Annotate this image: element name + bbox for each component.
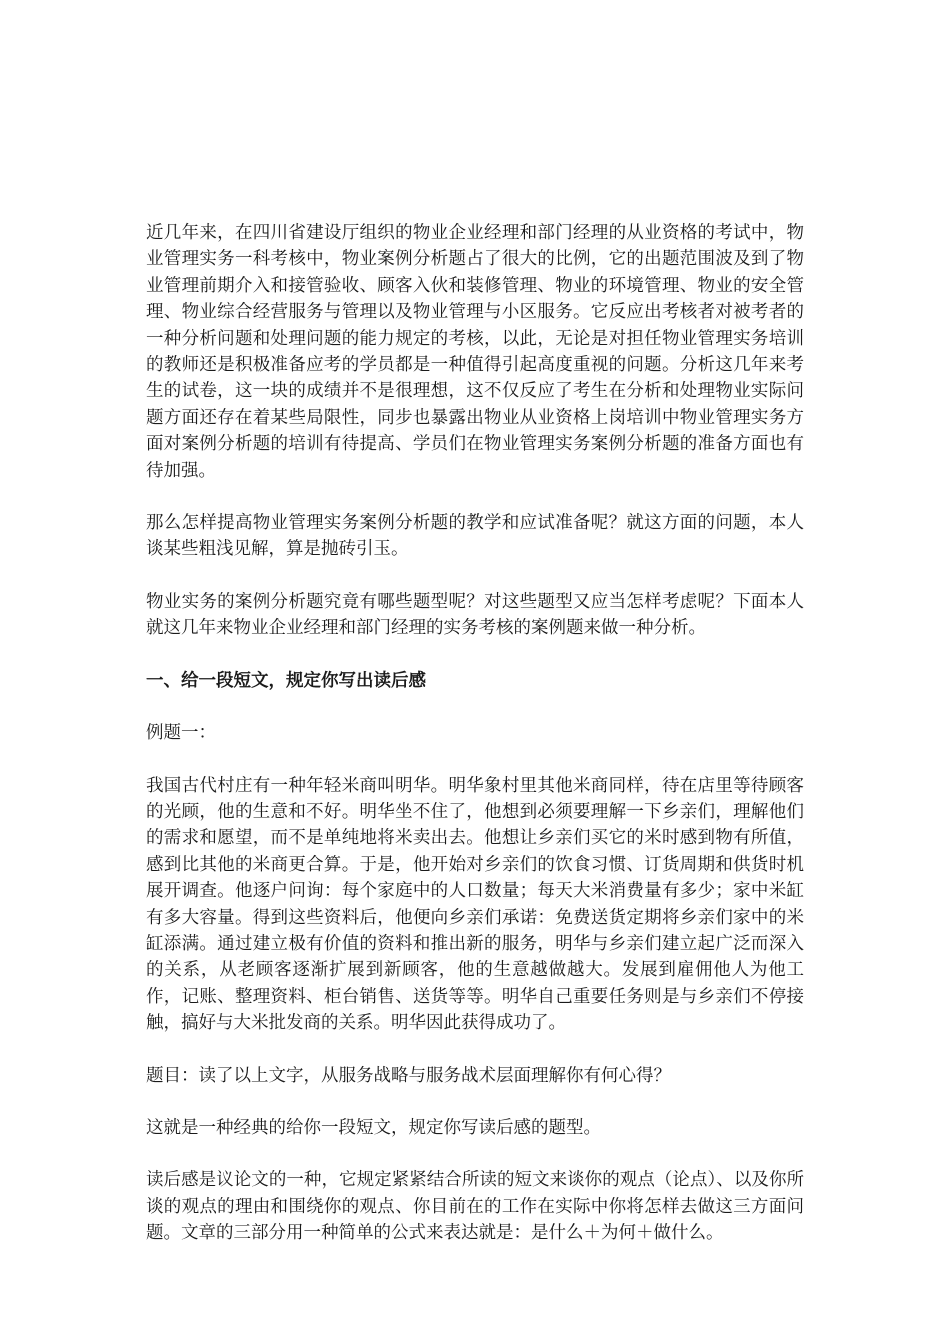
example-label: 例题一： — [146, 723, 216, 744]
overview-paragraph: 物业实务的案例分析题究竟有哪些题型呢？对这些题型又应当怎样考虑呢？下面本人就这几年来物业企业经理和部门经理的实务考核的案例题来做一种分析。 — [146, 591, 804, 639]
question-type-paragraph: 这就是一种经典的给你一段短文，规定你写读后感的题型。 — [146, 1117, 601, 1138]
intro-paragraph: 近几年来，在四川省建设厅组织的物业企业经理和部门经理的从业资格的考试中，物业管理实务一科考核中，物业案例分析题占了很大的比例，它的出题范围波及到了物业管理前期介入和接管验收、顾客入伙和装修管理、物业的环境管理、物业的安全管理、物业综合经营服务与管理以及物业管理与小区服务。它反应出考核者对被考者的一种分析问题和处理问题的能力规定的考核，以此，无论是对担任物业管理实务培训的教师还是积极准备应考的学员都是一种值得引起高度重视的问题。分析这几年来考生的试卷，这一块的成绩并不是很理想，这不仅反应了考生在分析和处理物业实际问题方面还存在着某些局限性，同步也暴露出物业从业资格上岗培训中物业管理实务方面对案例分析题的培训有待提高、学员们在物业管理实务案例分析题的准备方面也有待加强。 — [146, 223, 804, 481]
section-heading: 一、给一段短文，规定你写出读后感 — [146, 670, 426, 691]
example-question: 题目：读了以上文字，从服务战略与服务战术层面理解你有何心得？ — [146, 1065, 671, 1086]
question-paragraph: 那么怎样提高物业管理实务案例分析题的教学和应试准备呢？就这方面的问题，本人谈某些粗浅见解，算是抛砖引玉。 — [146, 513, 804, 560]
reflection-explanation-paragraph: 读后感是议论文的一种，它规定紧紧结合所读的短文来谈你的观点（论点）、以及你所谈的观点的理由和围绕你的观点、你目前在的工作在实际中你将怎样去做这三方面问题。文章的三部分用一种简单的公式来表达就是：是什么＋为何＋做什么。 — [146, 1170, 804, 1244]
example-story-paragraph: 我国古代村庄有一种年轻米商叫明华。明华象村里其他米商同样，待在店里等待顾客的光顾，他的生意和不好。明华坐不住了，他想到必须要理解一下乡亲们，理解他们的需求和愿望，而不是单纯地将米卖出去。他想让乡亲们买它的米时感到物有所值，感到比其他的米商更合算。于是，他开始对乡亲们的饮食习惯、订货周期和供货时机展开调查。他逐户问询：每个家庭中的人口数量；每天大米消费量有多少；家中米缸有多大容量。得到这些资料后，他便向乡亲们承诺：免费送货定期将乡亲们家中的米缸添满。通过建立极有价值的资料和推出新的服务，明华与乡亲们建立起广泛而深入的关系，从老顾客逐渐扩展到新顾客，他的生意越做越大。发展到雇佣他人为他工作，记账、整理资料、柜台销售、送货等等。明华自己重要任务则是与乡亲们不停接触，搞好与大米批发商的关系。明华因此获得成功了。 — [146, 775, 804, 1034]
document-body — [146, 220, 804, 1273]
